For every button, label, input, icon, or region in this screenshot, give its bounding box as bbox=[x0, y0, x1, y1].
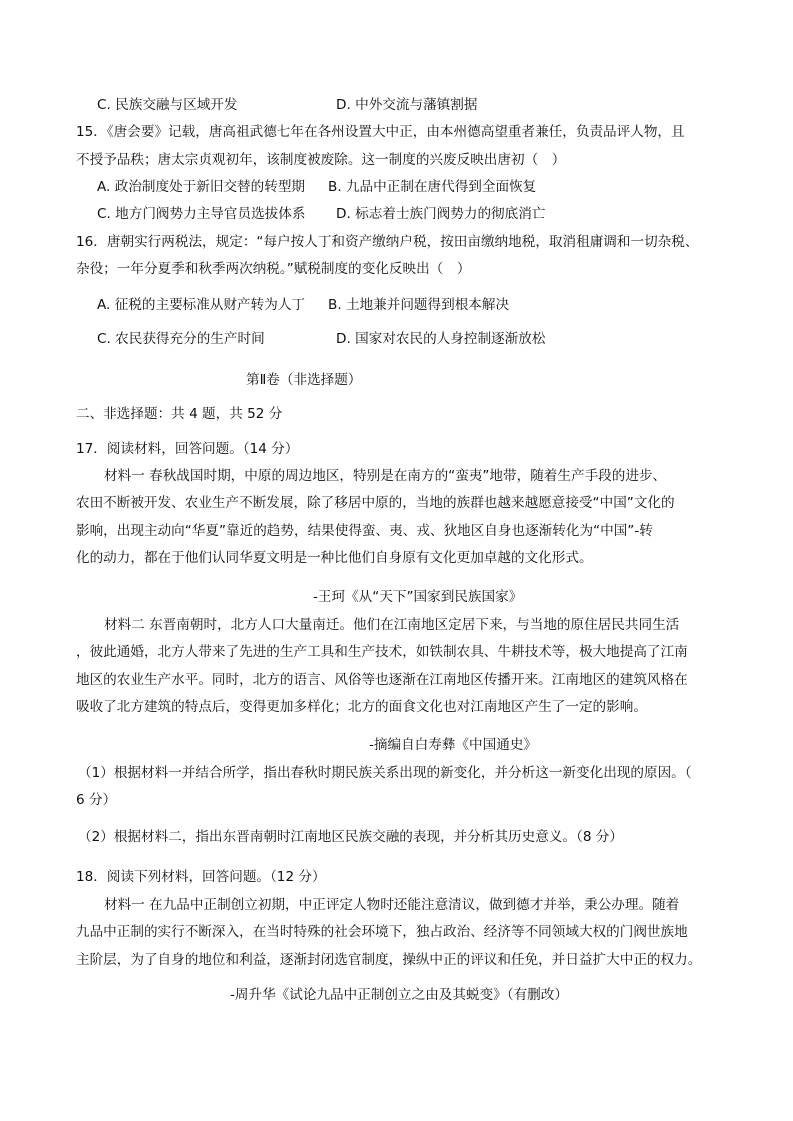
volume-2-heading: 第Ⅱ卷（非选择题） bbox=[246, 372, 362, 388]
q14-option-c: C. 民族交融与区域开发 bbox=[97, 97, 238, 113]
q15-stem-line2: 不授予品秩；唐太宗贞观初年，该制度被废除。这一制度的兴废反映出唐初（ ） bbox=[76, 152, 566, 168]
q17-material2-line2: ，彼此通婚，北方人带来了先进的生产工具和生产技术，如铁制农具、牛耕技术等，极大地提高了江南 bbox=[76, 644, 688, 660]
q17-sub1-line2: 6 分） bbox=[76, 792, 117, 808]
q15-stem-line1: 15．《唐会要》记载，唐高祖武德七年在各州设置大中正，由本州德高望重者兼任，负责品评人物，且 bbox=[76, 124, 685, 140]
q17-material2-line3: 地区的农业生产水平。同时，北方的语言、风俗等也逐渐在江南地区传播开来。江南地区的建筑风格在 bbox=[76, 672, 688, 688]
q17-material1-line4: 化的动力，都在于他们认同华夏文明是一种比他们自身原有文化更加卓越的文化形式。 bbox=[76, 550, 593, 566]
q15-option-b: B. 九品中正制在唐代得到全面恢复 bbox=[328, 179, 537, 195]
q15-option-a: A. 政治制度处于新旧交替的转型期 bbox=[97, 179, 306, 195]
q14-option-d: D. 中外交流与藩镇割据 bbox=[336, 97, 478, 113]
q17-material1-line2: 农田不断被开发、农业生产不断发展，除了移居中原的，当地的族群也越来越愿意接受“中国”文化的 bbox=[76, 495, 675, 511]
q16-stem-line2: 杂役；一年分夏季和秋季两次纳税。”赋税制度的变化反映出（ ） bbox=[76, 261, 471, 277]
q15-option-d: D. 标志着士族门阀势力的彻底消亡 bbox=[336, 206, 546, 222]
q17-sub2: （2）根据材料二，指出东晋南朝时江南地区民族交融的表现，并分析其历史意义。（8 分） bbox=[78, 829, 623, 845]
q16-option-b: B. 土地兼并问题得到根本解决 bbox=[328, 297, 510, 313]
q17-material2-line1: 材料二 东晋南朝时，北方人口大量南迁。他们在江南地区定居下来，与当地的原住居民共同生活 bbox=[104, 617, 680, 633]
q16-stem-line1: 16．唐朝实行两税法，规定：“每户按人丁和资产缴纳户税，按田亩缴纳地税，取消租庸调和一切杂税、 bbox=[76, 234, 699, 250]
q17-material1-source: -王珂《从“天下”国家到民族国家》 bbox=[313, 589, 523, 605]
q17-material1-line1: 材料一 春秋战国时期，中原的周边地区，特别是在南方的“蛮夷”地带，随着生产手段的进步、 bbox=[104, 468, 667, 484]
q17-material2-line4: 吸收了北方建筑的特点后，变得更加多样化；北方的面食文化也对江南地区产生了一定的影响。 bbox=[76, 699, 647, 715]
q17-sub1-line1: （1）根据材料一并结合所学，指出春秋时期民族关系出现的新变化，并分析这一新变化出现的原因。（ bbox=[78, 765, 692, 781]
q17-stem: 17．阅读材料，回答问题。（14 分） bbox=[76, 441, 299, 457]
q18-material1-line1: 材料一 在九品中正制创立初期，中正评定人物时还能注意清议，做到德才并举，秉公办理。随着 bbox=[104, 897, 680, 913]
q16-option-d: D. 国家对农民的人身控制逐渐放松 bbox=[336, 331, 546, 347]
q18-material1-line3: 主阶层，为了自身的地位和利益，逐渐封闭选官制度，操纵中正的评议和任免，并日益扩大中正的权力。 bbox=[76, 952, 702, 968]
q15-option-c: C. 地方门阀势力主导官员选拔体系 bbox=[97, 206, 306, 222]
q18-stem: 18．阅读下列材料，回答问题。（12 分） bbox=[76, 869, 326, 885]
q18-material1-source: -周升华《试论九品中正制创立之由及其蜕变》（有删改） bbox=[230, 987, 568, 1003]
q18-material1-line2: 九品中正制的实行不断深入，在当时特殊的社会环境下，独占政治、经济等不同领域大权的门阀世族地 bbox=[76, 924, 688, 940]
q16-option-a: A. 征税的主要标准从财产转为人丁 bbox=[97, 297, 306, 313]
q16-option-c: C. 农民获得充分的生产时间 bbox=[97, 331, 265, 347]
q17-material1-line3: 影响，出现主动向“华夏”靠近的趋势，结果使得蛮、夷、戎、狄地区自身也逐渐转化为“中国”-转 bbox=[76, 523, 653, 539]
q17-material2-source: -摘编自白寿彝《中国通史》 bbox=[369, 737, 538, 753]
section-2-heading: 二、非选择题：共 4 题，共 52 分 bbox=[76, 406, 283, 422]
